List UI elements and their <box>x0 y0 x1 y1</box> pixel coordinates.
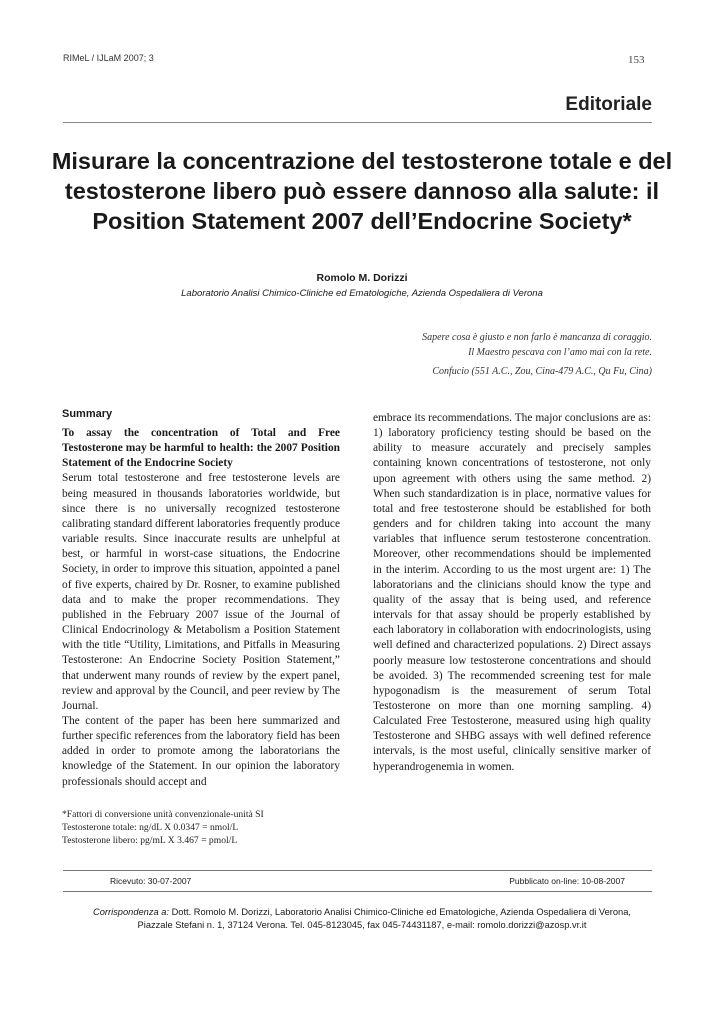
correspondence-block <box>56 906 668 932</box>
received-date: Ricevuto: 30-07-2007 <box>110 876 192 886</box>
article-title: Misurare la concentrazione del testosterone totale e del testosterone libero può essere dannoso alla salute: il Position Statement 2007 dell’Endocrine Society* <box>51 148 673 234</box>
epigraph-line-2: Il Maestro pescava con l’amo mai con la rete. <box>468 347 652 358</box>
summary-paragraph-3: embrace its recommendations. The major conclusions are as: 1) laboratory proficiency testing should be based on the ability to measure accurately and precisely samples containing known concentrations of testosterone, not only upon agreement with others using the same method. 2) When such standardization is in place, normative values for total and free testosterone should be established for both genders and for children taking into account the many variables that influence serum testosterone concentration. Moreover, other recommendations should be implemented in the interim. According to us the most urgent are: 1) The laboratorians and the clinicians should know the type and quality of the assay that is being used, and reference intervals for that assay should be properly established by each laboratory in collaboration with endocrinologists, using well defined and characterized populations. 2) Direct assays poorly measure low testosterone concentrations and should be avoided. 3) The recommended screening test for male hypogonadism is the measurement of serum Total Testosterone on more than one morning sampling. 4) Calculated Free Testosterone, measured using high quality Testosterone and SHBG assays with well defined reference intervals, is the most useful, clinically sensitive marker of hyperandrogenemia in women. <box>373 412 651 773</box>
footer-divider-bottom <box>63 891 652 892</box>
footnote-line-2: Testosterone totale: ng/dL X 0.0347 = nmol/L <box>62 822 239 833</box>
correspondence-address-2: Piazzale Stefani n. 1, 37124 Verona. Tel. 045-8123045, fax 045-74431187, e-mail: romolo.dorizzi@azosp.vr.it <box>137 920 587 930</box>
footnote-line-1: *Fattori di conversione unità convenzionale-unità SI <box>62 809 264 820</box>
epigraph-line-1: Sapere cosa è giusto e non farlo è mancanza di coraggio. <box>422 332 652 343</box>
summary-paragraph-2: The content of the paper has been here summarized and further specific references from the laboratory field has been added in order to promote among the laboratorians the knowledge of the Statement. In our opinion the laboratory professionals should accept and <box>62 714 340 788</box>
summary-english-title: To assay the concentration of Total and Free Testosterone may be harmful to health: the 2007 Position Statement of the Endocrine Society <box>62 427 340 470</box>
correspondence-line-1 <box>56 906 668 919</box>
section-title: Editoriale <box>565 94 652 115</box>
author-name: Romolo M. Dorizzi <box>316 272 408 284</box>
section-divider <box>63 122 652 123</box>
conversion-footnote <box>62 808 264 847</box>
epigraph <box>422 330 652 379</box>
epigraph-source: Confucio (551 A.C., Zou, Cina-479 A.C., Qu Fu, Cina) <box>432 366 652 377</box>
published-date: Pubblicato on-line: 10-08-2007 <box>509 876 625 886</box>
journal-reference: RIMeL / IJLaM 2007; 3 <box>63 53 154 63</box>
summary-left-column <box>62 408 340 790</box>
summary-paragraph-1: Serum total testosterone and free testosterone levels are being measured in thousands laboratories worldwide, but since there is no universally recognized testosterone calibrating standard different laboratories frequently produce variable results. Since inaccurate results are unhelpful at best, or harmful in worst-case situations, the Endocrine Society, in order to improve this situation, appointed a panel of five experts, chaired by Dr. Rosner, to examine published data and to make the proper recommendations. They published in the February 2007 issue of the Journal of Clinical Endocrinology & Metabolism a Position Statement with the title “Utility, Limitations, and Pitfalls in Measuring Testosterone: An Endocrine Society Position Statement,” that underwent many rounds of review by the expert panel, review and approval by the Council, and peer review by The Journal. <box>62 472 340 712</box>
page-number: 153 <box>628 54 645 66</box>
footnote-line-3: Testosterone libero: pg/mL X 3.467 = pmol/L <box>62 835 238 846</box>
correspondence-label: Corrispondenza a: <box>93 907 169 917</box>
author-affiliation: Laboratorio Analisi Chimico-Cliniche ed Ematologiche, Azienda Ospedaliera di Verona <box>181 288 543 299</box>
summary-right-column <box>373 411 651 775</box>
footer-divider-top <box>63 870 652 871</box>
correspondence-address-1: Dott. Romolo M. Dorizzi, Laboratorio Analisi Chimico-Cliniche ed Ematologiche, Azienda Ospedaliera di Verona, <box>171 907 631 917</box>
summary-heading: Summary <box>62 408 113 420</box>
